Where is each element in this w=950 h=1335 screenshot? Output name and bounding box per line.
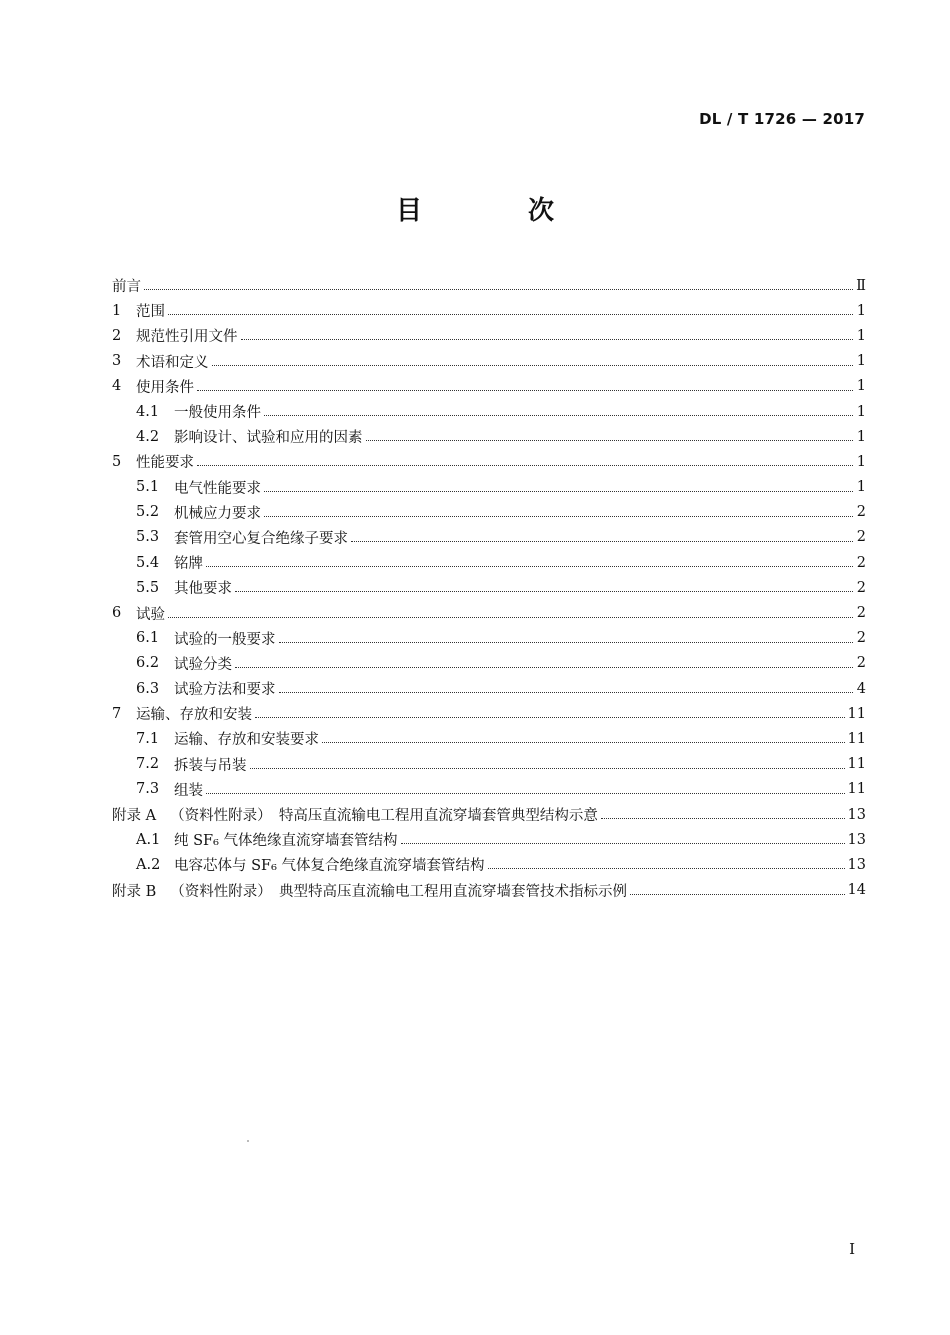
- toc-entry-number: 2: [112, 327, 122, 344]
- toc-entry-number: 3: [112, 353, 122, 370]
- toc-entry-number: A.1: [136, 831, 161, 848]
- toc-entry-number: A.2: [136, 856, 161, 873]
- toc-entry[interactable]: [112, 878, 866, 903]
- dot-leader: [366, 440, 854, 441]
- toc-entry-number: 5.1: [136, 479, 160, 496]
- dot-leader: [168, 617, 853, 618]
- toc-entry-page: 1: [856, 353, 866, 370]
- dot-leader: [235, 591, 853, 592]
- toc-entry-label: 拆装与吊装: [174, 757, 247, 774]
- toc-entry-label: 性能要求: [136, 455, 194, 472]
- toc-entry[interactable]: [112, 500, 866, 525]
- toc-entry[interactable]: [112, 273, 866, 298]
- toc-entry-label: 试验方法和要求: [174, 682, 276, 699]
- toc-entry[interactable]: [112, 475, 866, 500]
- toc-entry-page: 11: [847, 781, 866, 798]
- toc-entry[interactable]: [112, 676, 866, 701]
- toc-entry-label: 术语和定义: [136, 354, 209, 371]
- toc-entry-label: 前言: [112, 279, 141, 296]
- toc-entry-label: （资料性附录） 特高压直流输电工程用直流穿墙套管典型结构示意: [170, 808, 598, 825]
- toc-entry-number: 5.3: [136, 529, 160, 546]
- table-of-contents: [112, 273, 866, 903]
- toc-entry-number: 4.2: [136, 428, 160, 445]
- toc-entry-page: 11: [847, 705, 866, 722]
- toc-entry-page: 2: [856, 630, 866, 647]
- toc-title: 目 次: [395, 196, 594, 226]
- toc-entry[interactable]: [112, 424, 866, 449]
- scan-speck: [247, 1140, 249, 1142]
- toc-entry-number: 7.3: [136, 781, 160, 798]
- toc-entry-label: 电气性能要求: [174, 480, 261, 497]
- toc-entry-number: 5.5: [136, 579, 160, 596]
- toc-entry[interactable]: [112, 752, 866, 777]
- toc-entry-label: 组装: [174, 782, 203, 799]
- dot-leader: [351, 541, 853, 542]
- toc-entry[interactable]: [112, 600, 866, 625]
- toc-entry-label: 试验分类: [174, 656, 232, 673]
- toc-entry-number: 4.1: [136, 403, 160, 420]
- toc-entry-label: 使用条件: [136, 379, 194, 396]
- toc-entry-number: 7: [112, 705, 122, 722]
- toc-entry[interactable]: [112, 374, 866, 399]
- toc-entry[interactable]: [112, 701, 866, 726]
- toc-entry[interactable]: [112, 651, 866, 676]
- toc-entry[interactable]: [112, 626, 866, 651]
- toc-entry-page: 11: [847, 730, 866, 747]
- standard-code: DL / T 1726 — 2017: [699, 110, 865, 128]
- toc-entry-number: 6: [112, 605, 122, 622]
- toc-entry[interactable]: [112, 349, 866, 374]
- toc-entry-page: 1: [856, 479, 866, 496]
- toc-entry-page: 14: [847, 882, 866, 899]
- toc-entry-number: 附录 A: [112, 808, 157, 825]
- toc-entry-number: 6.3: [136, 680, 160, 697]
- toc-entry-page: 13: [847, 806, 866, 823]
- toc-entry-number: 5: [112, 453, 122, 470]
- dot-leader: [264, 516, 853, 517]
- dot-leader: [197, 390, 853, 391]
- toc-entry-page: Ⅱ: [856, 277, 866, 294]
- toc-entry-number: 5.2: [136, 504, 160, 521]
- toc-entry-label: 一般使用条件: [174, 405, 261, 422]
- dot-leader: [168, 314, 853, 315]
- dot-leader: [322, 742, 845, 743]
- toc-entry[interactable]: [112, 827, 866, 852]
- toc-entry-number: 6.2: [136, 655, 160, 672]
- dot-leader: [255, 717, 845, 718]
- toc-entry-label: 纯 SF₆ 气体绝缘直流穿墙套管结构: [174, 833, 398, 850]
- toc-entry-page: 1: [856, 302, 866, 319]
- dot-leader: [630, 894, 845, 895]
- dot-leader: [401, 843, 845, 844]
- dot-leader: [264, 415, 853, 416]
- toc-entry-number: 1: [112, 302, 122, 319]
- toc-entry-number: 7.2: [136, 756, 160, 773]
- toc-entry-label: 范围: [136, 304, 165, 321]
- toc-entry-page: 2: [856, 655, 866, 672]
- dot-leader: [197, 465, 853, 466]
- dot-leader: [144, 289, 853, 290]
- toc-entry-page: 11: [847, 756, 866, 773]
- toc-entry[interactable]: [112, 323, 866, 348]
- toc-entry-label: 运输、存放和安装: [136, 707, 252, 724]
- toc-entry-page: 13: [847, 856, 866, 873]
- toc-entry-label: 铭牌: [174, 556, 203, 573]
- toc-entry[interactable]: [112, 525, 866, 550]
- toc-entry-page: 1: [856, 403, 866, 420]
- toc-entry-label: 试验: [136, 606, 165, 623]
- dot-leader: [206, 793, 845, 794]
- toc-entry-page: 2: [856, 554, 866, 571]
- dot-leader: [279, 692, 854, 693]
- toc-entry[interactable]: [112, 802, 866, 827]
- toc-entry-number: 4: [112, 378, 122, 395]
- toc-entry[interactable]: [112, 449, 866, 474]
- dot-leader: [250, 768, 845, 769]
- dot-leader: [206, 566, 853, 567]
- dot-leader: [235, 667, 853, 668]
- toc-entry-number: 附录 B: [112, 883, 157, 900]
- toc-entry-page: 2: [856, 529, 866, 546]
- toc-entry-number: 7.1: [136, 730, 160, 747]
- toc-entry-page: 1: [856, 453, 866, 470]
- toc-entry-page: 2: [856, 605, 866, 622]
- toc-entry-label: 机械应力要求: [174, 505, 261, 522]
- toc-entry-number: 6.1: [136, 630, 160, 647]
- toc-entry[interactable]: [112, 399, 866, 424]
- toc-entry-label: 影响设计、试验和应用的因素: [174, 430, 363, 447]
- toc-entry-label: 电容芯体与 SF₆ 气体复合绝缘直流穿墙套管结构: [174, 858, 485, 875]
- toc-entry-label: （资料性附录） 典型特高压直流输电工程用直流穿墙套管技术指标示例: [170, 883, 628, 900]
- toc-entry-page: 1: [856, 428, 866, 445]
- toc-entry-number: 5.4: [136, 554, 160, 571]
- toc-entry-page: 1: [856, 378, 866, 395]
- dot-leader: [264, 491, 853, 492]
- dot-leader: [488, 868, 845, 869]
- dot-leader: [601, 818, 845, 819]
- toc-entry[interactable]: [112, 298, 866, 323]
- dot-leader: [212, 365, 854, 366]
- toc-entry-label: 运输、存放和安装要求: [174, 732, 319, 749]
- dot-leader: [241, 339, 854, 340]
- toc-entry[interactable]: [112, 726, 866, 751]
- toc-entry[interactable]: [112, 550, 866, 575]
- toc-entry[interactable]: [112, 852, 866, 877]
- toc-entry-label: 试验的一般要求: [174, 631, 276, 648]
- page-folio: I: [849, 1240, 855, 1258]
- toc-entry[interactable]: [112, 777, 866, 802]
- toc-entry-page: 2: [856, 579, 866, 596]
- toc-entry-page: 4: [856, 680, 866, 697]
- toc-entry-page: 1: [856, 327, 866, 344]
- dot-leader: [279, 642, 854, 643]
- toc-entry-label: 其他要求: [174, 581, 232, 598]
- toc-entry-page: 13: [847, 831, 866, 848]
- toc-entry-label: 套管用空心复合绝缘子要求: [174, 530, 348, 547]
- toc-entry[interactable]: [112, 575, 866, 600]
- toc-entry-label: 规范性引用文件: [136, 329, 238, 346]
- toc-entry-page: 2: [856, 504, 866, 521]
